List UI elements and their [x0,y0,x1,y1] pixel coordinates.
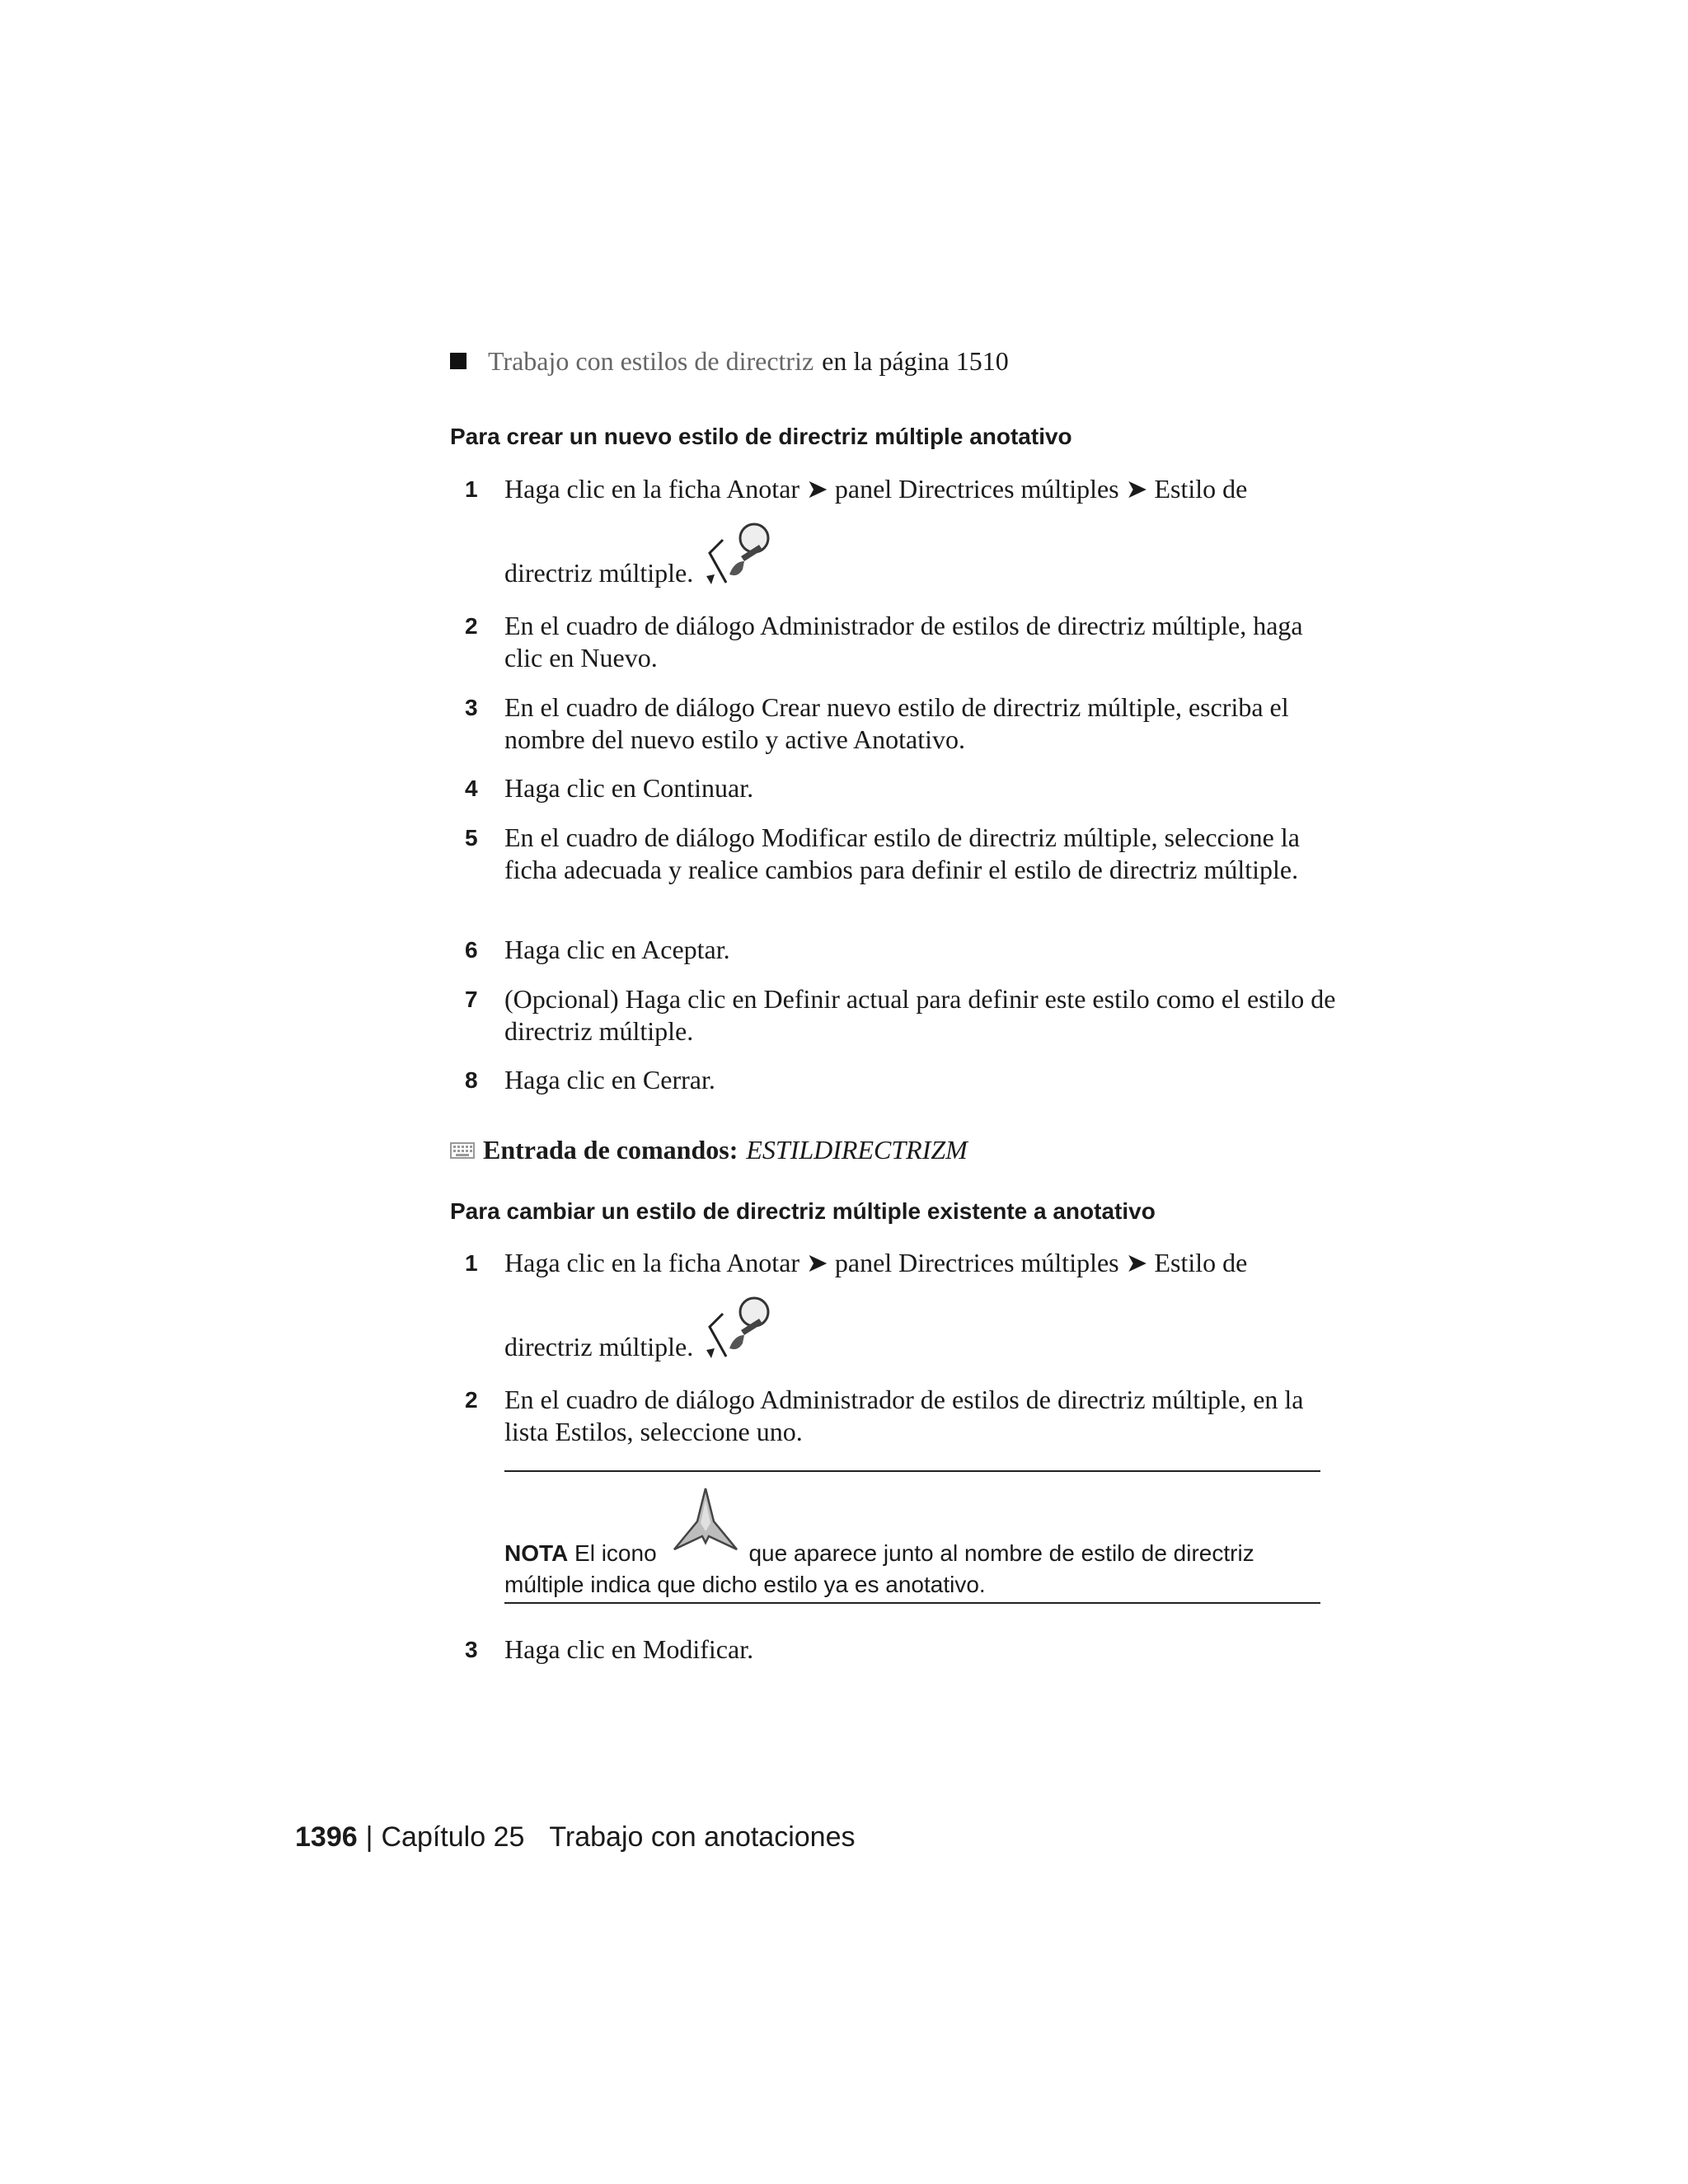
step-text: En el cuadro de diálogo Crear nuevo estilo de directriz múltiple, escriba el nombre del nuevo estilo y active Anotativo. [504,692,1289,754]
step-number: 1 [465,476,478,502]
step-5 [465,822,1339,886]
step-text: Haga clic en la ficha Anotar ➤ panel Directrices múltiples ➤ Estilo de [504,474,1248,504]
page-footer [295,1819,856,1855]
chapter-title: Trabajo con anotaciones [549,1821,856,1853]
step-text: Haga clic en Modificar. [504,1634,754,1664]
step-number: 2 [465,1387,478,1413]
step-text-cont: directriz múltiple. [504,558,694,588]
step-number: 7 [465,987,478,1012]
step-number: 6 [465,937,478,963]
command-entry [450,1135,968,1165]
step-number: 4 [465,776,478,801]
related-link-item [450,344,1009,377]
note-top-rule [504,1470,1320,1472]
step-text: En el cuadro de diálogo Administrador de estilos de directriz múltiple, en la lista Estilos, seleccione uno. [504,1385,1304,1446]
note [504,1485,1329,1601]
annotative-icon [671,1485,740,1569]
command-value: ESTILDIRECTRIZM [746,1135,968,1165]
command-label: Entrada de comandos: [483,1135,738,1165]
step-1 [465,473,1339,589]
step-6 [465,934,1339,966]
multileader-style-icon [701,1294,776,1363]
step-8 [465,1064,1339,1096]
step-number: 3 [465,1637,478,1662]
step-text: En el cuadro de diálogo Modificar estilo de directriz múltiple, seleccione la ficha adecuada y realice cambios para definir el estilo de directriz múltiple. [504,823,1300,884]
note-text-after: que aparece junto al nombre de estilo de directriz múltiple indica que dicho estilo ya es anotativo. [504,1540,1254,1597]
step-number: 8 [465,1067,478,1093]
step-1 [465,1247,1339,1363]
step-3 [465,1633,1339,1666]
note-bottom-rule [504,1602,1320,1604]
step-number: 2 [465,613,478,639]
step-text: Haga clic en la ficha Anotar ➤ panel Directrices múltiples ➤ Estilo de [504,1248,1248,1277]
related-link-suffix: en la página 1510 [822,346,1009,376]
step-text: Haga clic en Cerrar. [504,1065,715,1094]
step-text-cont: directriz múltiple. [504,1332,694,1361]
procedure-heading-change: Para cambiar un estilo de directriz múltiple existente a anotativo [450,1198,1156,1224]
step-text: Haga clic en Continuar. [504,773,754,803]
procedure-heading-create: Para crear un nuevo estilo de directriz múltiple anotativo [450,424,1072,449]
step-3 [465,691,1339,756]
step-number: 3 [465,695,478,720]
step-text: Haga clic en Aceptar. [504,935,730,964]
keyboard-icon [450,1142,475,1159]
step-text: (Opcional) Haga clic en Definir actual para definir este estilo como el estilo de directriz múltiple. [504,984,1336,1046]
step-2 [465,1384,1339,1448]
step-number: 5 [465,825,478,851]
note-label: NOTA [504,1540,569,1566]
step-2 [465,610,1339,674]
step-number: 1 [465,1250,478,1276]
related-link[interactable]: Trabajo con estilos de directriz [488,346,814,376]
step-4 [465,772,1339,804]
step-7 [465,983,1339,1047]
page-number: 1396 [295,1821,358,1853]
chapter-number: Capítulo 25 [381,1821,525,1853]
footer-separator: | [365,1821,373,1853]
step-text: En el cuadro de diálogo Administrador de estilos de directriz múltiple, haga clic en Nuevo. [504,611,1303,673]
note-text-before: El icono [574,1540,657,1566]
multileader-style-icon [701,520,776,589]
square-bullet [450,353,467,369]
